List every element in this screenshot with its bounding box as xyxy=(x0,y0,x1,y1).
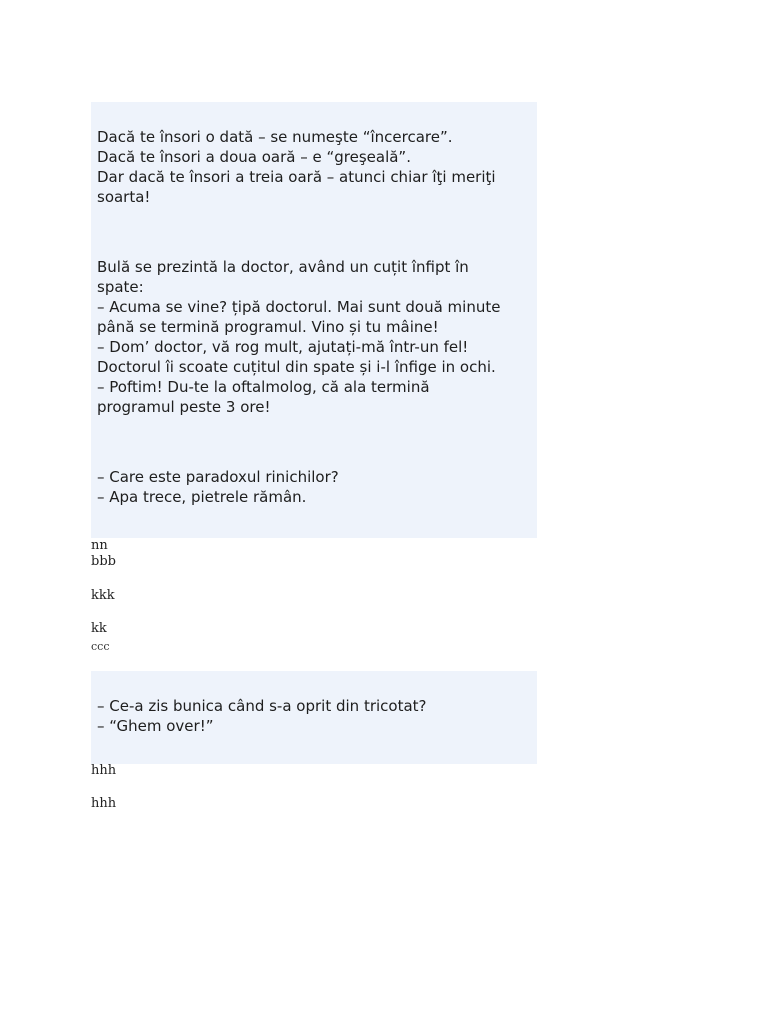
joke-line: spate: xyxy=(97,278,144,296)
note-text: nn xyxy=(91,538,108,553)
joke-line: – Apa trece, pietrele rămân. xyxy=(97,488,307,506)
joke-4 xyxy=(97,696,529,736)
joke-line: Doctorul îi scoate cuțitul din spate și i-l înfige in ochi. xyxy=(97,358,496,376)
joke-box xyxy=(91,102,537,538)
note-text: bbb xyxy=(91,554,116,569)
joke-3 xyxy=(97,467,529,507)
note-text: kkk xyxy=(91,588,115,603)
joke-line: soarta! xyxy=(97,188,151,206)
joke-line: – Care este paradoxul rinichilor? xyxy=(97,468,339,486)
joke-line: – Acuma se vine? țipă doctorul. Mai sunt două minute xyxy=(97,298,501,316)
joke-line: Dacă te însori a doua oară – e “greşeală”. xyxy=(97,148,411,166)
joke-1 xyxy=(97,127,529,207)
joke-line: Dacă te însori o dată – se numeşte “încercare”. xyxy=(97,128,453,146)
note-text: hhh xyxy=(91,763,117,778)
joke-line: – “Ghem over!” xyxy=(97,717,214,735)
joke-line: până se termină programul. Vino și tu mâine! xyxy=(97,318,439,336)
joke-line: – Dom’ doctor, vă rog mult, ajutați-mă într-un fel! xyxy=(97,338,469,356)
joke-line: – Ce-a zis bunica când s-a oprit din tricotat? xyxy=(97,697,427,715)
joke-line: – Poftim! Du-te la oftalmolog, că ala termină xyxy=(97,378,430,396)
joke-line: programul peste 3 ore! xyxy=(97,398,271,416)
joke-line: Dar dacă te însori a treia oară – atunci chiar îţi meriţi xyxy=(97,168,496,186)
note-text: ccc xyxy=(91,640,110,653)
joke-2 xyxy=(97,257,529,417)
note-text: hhh xyxy=(91,796,117,811)
joke-line: Bulă se prezintă la doctor, având un cuțit înfipt în xyxy=(97,258,469,276)
note-text: kk xyxy=(91,621,107,636)
joke-box xyxy=(91,671,537,764)
